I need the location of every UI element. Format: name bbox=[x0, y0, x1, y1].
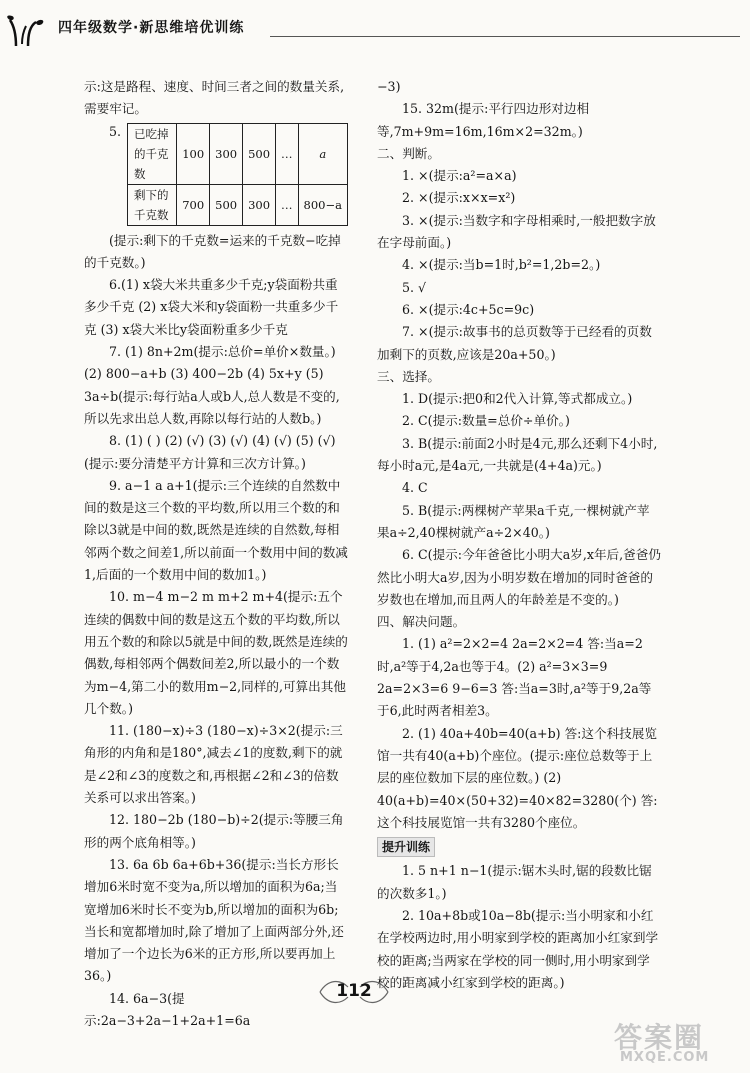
page-header bbox=[0, 0, 750, 52]
table-cell: 剩下的千克数 bbox=[128, 184, 177, 225]
table-cell: 100 bbox=[177, 123, 210, 184]
answer-text: 6. ×(提示:4c+5c=9c) bbox=[402, 301, 535, 317]
answer-text: 13. 6a 6b 6a+6b+36(提示:当长方形长增加6米时宽不变为a,所以增加的面积为6a;当宽增加6米时长不变为b,所以增加的面积为6b;当长和宽都增加时,除了增加了上面两部分外,还增加了一个边长为6米的正方形,所以要再加上36。) bbox=[84, 856, 344, 984]
answer-text: 1. D(提示:把0和2代入计算,等式都成立。) bbox=[402, 391, 633, 407]
answer-text: 7. (1) 8n+2m(提示:总价=单价×数量。) (2) 800−a+b (3) 400−2b (4) 5x+y (5) 3a÷b(提示:每行站a人或b人,总人数是不变的,所以先求出总人数,再除以每行站的人数b。) bbox=[84, 344, 340, 426]
answer-text: −3) bbox=[377, 79, 401, 94]
table-cell: 800−a bbox=[298, 184, 347, 225]
watermark-url: MXQE.COM bbox=[620, 1050, 710, 1065]
answer-text: 3. B(提示:前面2小时是4元,那么还剩下4小时,每小时a元,是4a元,一共就是(4+4a)元。) bbox=[377, 435, 658, 474]
table-cell: 已吃掉的千克数 bbox=[128, 123, 177, 184]
table-cell: … bbox=[276, 184, 299, 225]
table-cell: 500 bbox=[243, 123, 276, 184]
header-title: 四年级数学·新思维培优训练 bbox=[58, 20, 245, 36]
section-heading: 三、选择。 bbox=[377, 368, 440, 384]
answer-text: 5. √ bbox=[402, 279, 427, 295]
table-cell: … bbox=[276, 123, 299, 184]
watermark-text: 答案圈 bbox=[614, 1021, 705, 1054]
table-cell: 300 bbox=[243, 184, 276, 225]
section-tag: 提升训练 bbox=[377, 837, 435, 857]
answer-text: 6.(1) x袋大米共重多少千克;y袋面粉共重多少千克 (2) x袋大米和y袋面粉一共重多少千克 (3) x袋大米比y袋面粉重多少千克 bbox=[84, 277, 339, 337]
table-cell: 700 bbox=[177, 184, 210, 225]
answer-text: (提示:剩下的千克数=运来的千克数−吃掉的千克数。) bbox=[84, 232, 341, 270]
answer-text: 1. (1) a²=2×2=4 2a=2×2=4 答:当a=2时,a²等于4,2a也等于4。(2) a²=3×3=9 2a=2×3=6 9−6=3 答:当a=3时,a²等于9,2a等于6,此时两者相差3。 bbox=[377, 636, 652, 719]
answer-table bbox=[127, 123, 348, 226]
left-column bbox=[84, 76, 348, 1032]
answer-text: 11. (180−x)÷3 (180−x)÷3×2(提示:三角形的内角和是180°,减去∠1的度数,剩下的就是∠2和∠3的度数之和,再根据∠2和∠3的倍数关系可以求出答案。) bbox=[84, 723, 343, 806]
answer-text: 1. ×(提示:a²=a×a) bbox=[402, 168, 517, 184]
q5-block bbox=[84, 121, 348, 230]
section-heading: 二、判断。 bbox=[377, 145, 440, 161]
answer-text: 示:这是路程、速度、时间三者之间的数量关系,需要牢记。 bbox=[84, 79, 345, 117]
page-number-badge bbox=[318, 975, 390, 1009]
right-column bbox=[377, 76, 662, 994]
q5-number: 5. bbox=[109, 123, 122, 139]
sprout-logo-icon bbox=[6, 14, 54, 48]
page-number: 112 bbox=[336, 981, 372, 1001]
answer-text: 6. C(提示:今年爸爸比小明大a岁,x年后,爸爸仍然比小明大a岁,因为小明岁数在增加的同时爸爸的岁数也在增加,而且两人的年龄差是不变的。) bbox=[377, 547, 661, 607]
table-cell: a bbox=[298, 123, 347, 184]
answer-text: 9. a−1 a a+1(提示:三个连续的自然数中间的数是这三个数的平均数,所以用三个数的和除以3就是中间的数,既然是连续的自然数,每相邻两个数之间差1,所以前面一个数用中间的数减1,后面的一个数用中间的数加1。) bbox=[84, 477, 348, 583]
answer-text: 2. 10a+8b或10a−8b(提示:当小明家和小红在学校两边时,用小明家到学校的距离加小红家到学校的距离;当两家在学校的同一侧时,用小明家到学校的距离减小红家到学校的距离。) bbox=[377, 907, 659, 990]
answer-text: 14. 6a−3(提示:2a−3+2a−1+2a+1=6a bbox=[84, 990, 251, 1028]
answer-text: 5. B(提示:两棵树产苹果a千克,一棵树就产苹果a÷2,40棵树就产a÷2×40。) bbox=[377, 502, 650, 540]
table-cell: 500 bbox=[210, 184, 243, 225]
answer-text: 10. m−4 m−2 m m+2 m+4(提示:五个连续的偶数中间的数是这五个数的平均数,所以用五个数的和除以5就是中间的数,既然是连续的偶数,每相邻两个偶数间差2,所以最小的一个数为m−4,第二小的数用m−2,同样的,可算出其他几个数。) bbox=[84, 589, 348, 716]
answer-text: 2. C(提示:数量=总价÷单价。) bbox=[402, 413, 570, 429]
answer-text: 15. 32m(提示:平行四边形对边相等,7m+9m=16m,16m×2=32m。) bbox=[377, 101, 590, 139]
answer-text: 8. (1) ( ) (2) (√) (3) (√) (4) (√) (5) (√)(提示:要分清楚平方计算和三次方计算。) bbox=[84, 433, 336, 471]
header-divider bbox=[270, 36, 740, 37]
answer-text: 1. 5 n+1 n−1(提示:锯木头时,锯的段数比锯的次数多1。) bbox=[377, 863, 652, 901]
answer-text: 12. 180−2b (180−b)÷2(提示:等腰三角形的两个底角相等。) bbox=[84, 812, 344, 850]
answer-text: 3. ×(提示:当数字和字母相乘时,一般把数字放在字母前面。) bbox=[377, 212, 656, 251]
table-row bbox=[128, 184, 348, 225]
answer-text: 2. ×(提示:x×x=x²) bbox=[402, 190, 516, 206]
answer-text: 7. ×(提示:故事书的总页数等于已经看的页数加剩下的页数,应该是20a+50。) bbox=[377, 324, 652, 362]
answer-text: 4. C bbox=[402, 480, 428, 496]
section-tag-row bbox=[377, 836, 662, 858]
table-row bbox=[128, 123, 348, 184]
table-cell: 300 bbox=[210, 123, 243, 184]
watermark bbox=[610, 1016, 745, 1068]
answer-text: 2. (1) 40a+40b=40(a+b) 答:这个科技展览馆一共有40(a+b)个座位。(提示:座位总数等于上层的座位数加下层的座位数。) (2) 40(a+b)=40×(50+32)=40×82=3280(个) 答:这个科技展览馆一共有3280个座位。 bbox=[377, 725, 658, 830]
answer-text: 4. ×(提示:当b=1时,b²=1,2b=2。) bbox=[402, 257, 601, 273]
section-heading: 四、解决问题。 bbox=[377, 614, 466, 630]
